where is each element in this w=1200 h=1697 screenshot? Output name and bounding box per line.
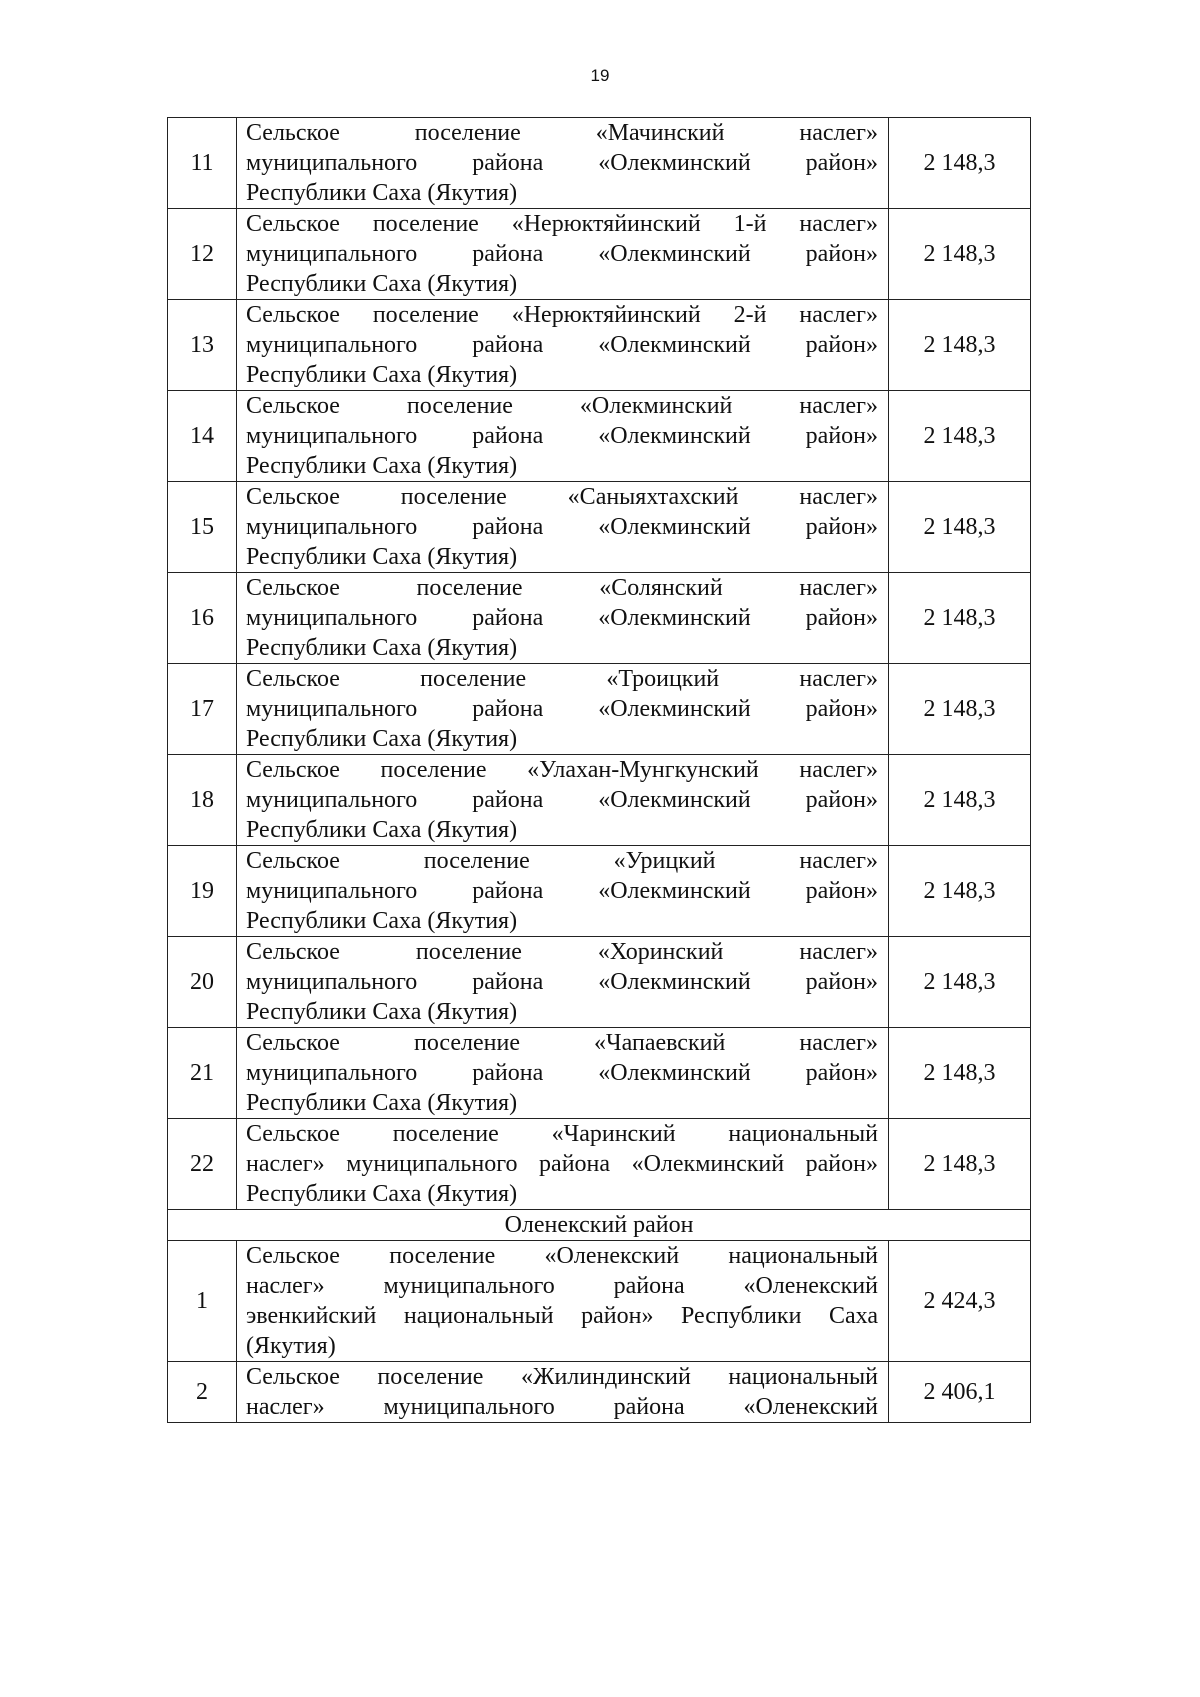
amount-value: 2 148,3	[889, 482, 1031, 573]
name-line: Сельское поселение «Чаринский национальный	[246, 1121, 878, 1147]
settlement-name	[237, 846, 889, 937]
row-number: 17	[168, 664, 237, 755]
name-line: Сельское поселение «Оленекский национальный	[246, 1243, 878, 1269]
name-line: муниципального района «Олекминский район»	[246, 332, 878, 358]
name-line: муниципального района «Олекминский район»	[246, 787, 878, 813]
name-line: муниципального района «Олекминский район»	[246, 150, 878, 176]
page-number: 19	[590, 66, 610, 85]
section-title: Оленекский район	[168, 1210, 1031, 1241]
table-row	[168, 482, 1031, 573]
amount-value: 2 424,3	[889, 1241, 1031, 1362]
name-line: Республики Саха (Якутия)	[246, 362, 518, 388]
name-line: эвенкийский национальный район» Республики Саха	[246, 1303, 878, 1329]
name-line: наслег» муниципального района «Оленекский	[246, 1394, 878, 1420]
name-line: Сельское поселение «Троицкий наслег»	[246, 666, 878, 692]
name-line: Сельское поселение «Олекминский наслег»	[246, 393, 878, 419]
row-number: 18	[168, 755, 237, 846]
table-row	[168, 937, 1031, 1028]
table-row	[168, 391, 1031, 482]
row-number: 21	[168, 1028, 237, 1119]
name-line: Республики Саха (Якутия)	[246, 1181, 518, 1207]
settlement-name	[237, 300, 889, 391]
row-number: 15	[168, 482, 237, 573]
settlement-name	[237, 664, 889, 755]
name-line: Республики Саха (Якутия)	[246, 544, 518, 570]
row-number: 19	[168, 846, 237, 937]
name-line: Сельское поселение «Мачинский наслег»	[246, 120, 878, 146]
table-row	[168, 573, 1031, 664]
amount-value: 2 148,3	[889, 755, 1031, 846]
name-line: Сельское поселение «Нерюктяйинский 2-й наслег»	[246, 302, 878, 328]
name-line: Республики Саха (Якутия)	[246, 1090, 518, 1116]
amount-value: 2 148,3	[889, 300, 1031, 391]
name-line: Республики Саха (Якутия)	[246, 180, 518, 206]
name-line: Республики Саха (Якутия)	[246, 999, 518, 1025]
amount-value: 2 148,3	[889, 664, 1031, 755]
name-line: муниципального района «Олекминский район»	[246, 423, 878, 449]
table-row	[168, 1119, 1031, 1210]
row-number: 16	[168, 573, 237, 664]
row-number: 11	[168, 118, 237, 209]
table-row	[168, 209, 1031, 300]
settlement-name	[237, 937, 889, 1028]
table-row	[168, 846, 1031, 937]
name-line: Сельское поселение «Чапаевский наслег»	[246, 1030, 878, 1056]
amount-value: 2 148,3	[889, 1119, 1031, 1210]
settlement-name	[237, 209, 889, 300]
name-line: наслег» муниципального района «Оленекский	[246, 1273, 878, 1299]
name-line: Сельское поселение «Хоринский наслег»	[246, 939, 878, 965]
settlement-name	[237, 1241, 889, 1362]
amount-value: 2 148,3	[889, 1028, 1031, 1119]
name-line: Республики Саха (Якутия)	[246, 817, 518, 843]
table-row	[168, 664, 1031, 755]
settlements-table	[167, 117, 1031, 1423]
amount-value: 2 148,3	[889, 118, 1031, 209]
row-number: 22	[168, 1119, 237, 1210]
amount-value: 2 148,3	[889, 573, 1031, 664]
name-line: муниципального района «Олекминский район»	[246, 969, 878, 995]
settlement-name	[237, 573, 889, 664]
table-row	[168, 1362, 1031, 1423]
name-line: муниципального района «Олекминский район»	[246, 514, 878, 540]
name-line: муниципального района «Олекминский район»	[246, 1060, 878, 1086]
name-line: муниципального района «Олекминский район»	[246, 241, 878, 267]
name-line: муниципального района «Олекминский район»	[246, 696, 878, 722]
row-number: 2	[168, 1362, 237, 1423]
name-line: муниципального района «Олекминский район»	[246, 878, 878, 904]
name-line: Сельское поселение «Урицкий наслег»	[246, 848, 878, 874]
row-number: 20	[168, 937, 237, 1028]
settlement-name	[237, 1028, 889, 1119]
settlement-name	[237, 118, 889, 209]
name-line: Сельское поселение «Жилиндинский национальный	[246, 1364, 878, 1390]
section-row	[168, 1210, 1031, 1241]
amount-value: 2 148,3	[889, 937, 1031, 1028]
name-line: Республики Саха (Якутия)	[246, 635, 518, 661]
name-line: (Якутия)	[246, 1333, 336, 1359]
name-line: Республики Саха (Якутия)	[246, 453, 518, 479]
row-number: 1	[168, 1241, 237, 1362]
table-row	[168, 300, 1031, 391]
table-row	[168, 1241, 1031, 1362]
table-row	[168, 118, 1031, 209]
table-row	[168, 1028, 1031, 1119]
amount-value: 2 406,1	[889, 1362, 1031, 1423]
settlement-name	[237, 482, 889, 573]
name-line: муниципального района «Олекминский район»	[246, 605, 878, 631]
name-line: Сельское поселение «Саныяхтахский наслег»	[246, 484, 878, 510]
name-line: Сельское поселение «Нерюктяйинский 1-й наслег»	[246, 211, 878, 237]
name-line: Сельское поселение «Солянский наслег»	[246, 575, 878, 601]
name-line: Республики Саха (Якутия)	[246, 908, 518, 934]
name-line: Сельское поселение «Улахан-Мунгкунский наслег»	[246, 757, 878, 783]
name-line: наслег» муниципального района «Олекминский район»	[246, 1151, 878, 1177]
row-number: 14	[168, 391, 237, 482]
amount-value: 2 148,3	[889, 391, 1031, 482]
table-row	[168, 755, 1031, 846]
amount-value: 2 148,3	[889, 209, 1031, 300]
name-line: Республики Саха (Якутия)	[246, 726, 518, 752]
amount-value: 2 148,3	[889, 846, 1031, 937]
settlement-name	[237, 755, 889, 846]
settlement-name	[237, 1119, 889, 1210]
name-line: Республики Саха (Якутия)	[246, 271, 518, 297]
settlement-name	[237, 1362, 889, 1423]
row-number: 12	[168, 209, 237, 300]
row-number: 13	[168, 300, 237, 391]
settlement-name	[237, 391, 889, 482]
